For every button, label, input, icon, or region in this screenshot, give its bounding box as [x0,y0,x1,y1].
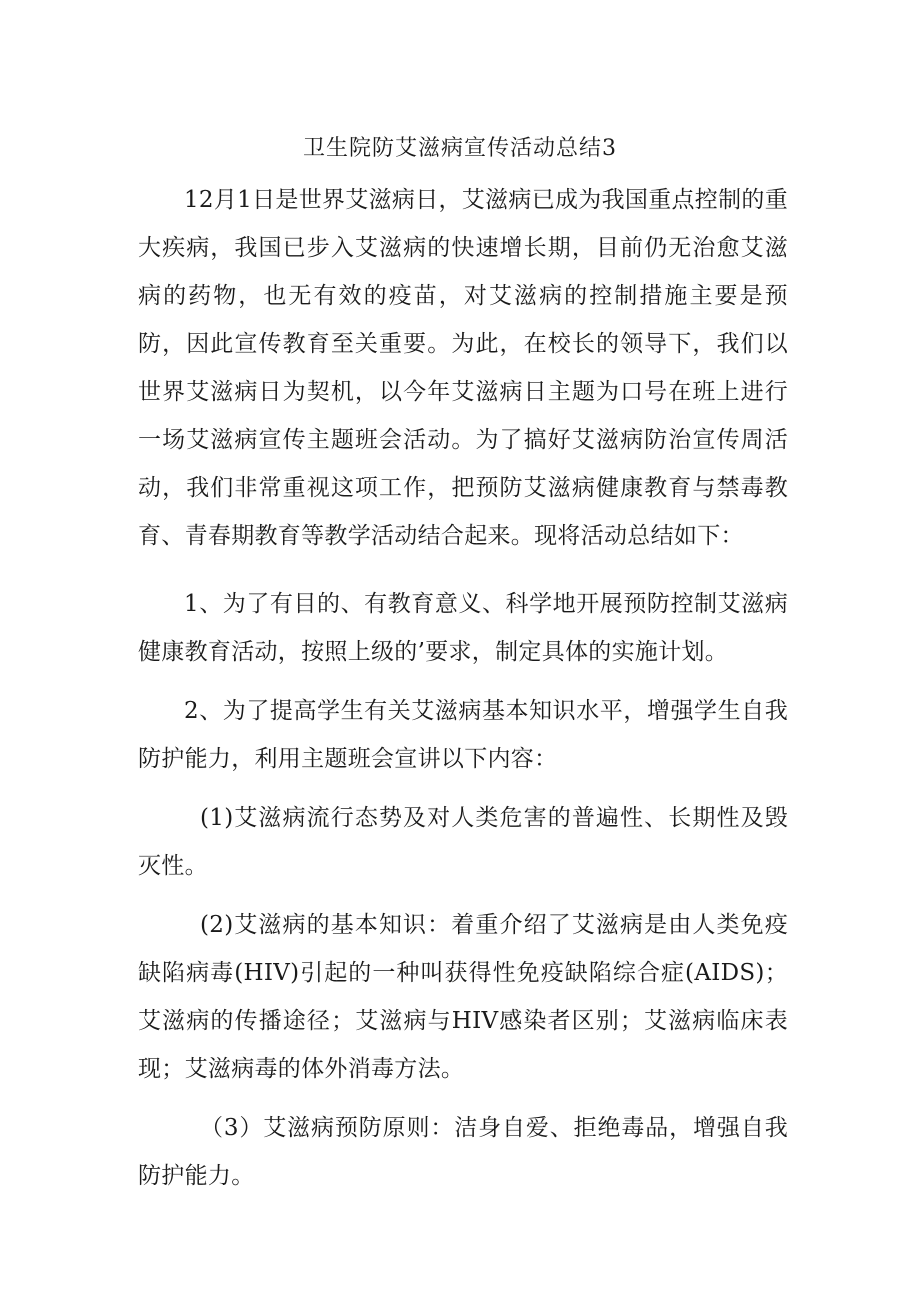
sub-item-2: (2)艾滋病的基本知识：着重介绍了艾滋病是由人类免疫缺陷病毒(HIV)引起的一种叫获得性免疫缺陷综合症(AIDS)；艾滋病的传播途径；艾滋病与HIV感染者区别；艾滋病临床表现；艾滋病毒的体外消毒方法。 [138,912,788,1082]
paragraph-item-2: 2、为了提高学生有关艾滋病基本知识水平，增强学生自我防护能力，利用主题班会宣讲以下内容： [138,698,788,772]
document-title: 卫生院防艾滋病宣传活动总结3 [303,136,617,161]
intro-paragraph: 12月1日是世界艾滋病日，艾滋病已成为我国重点控制的重大疾病，我国已步入艾滋病的快速增长期，目前仍无治愈艾滋病的药物，也无有效的疫苗，对艾滋病的控制措施主要是预防，因此宣传教育至关重要。为此，在校长的领导下，我们以世界艾滋病日为契机，以今年艾滋病日主题为口号在班上进行一场艾滋病宣传主题班会活动。为了搞好艾滋病防治宣传周活动，我们非常重视这项工作，把预防艾滋病健康教育与禁毒教育、青春期教育等教学活动结合起来。现将活动总结如下： [138,187,788,549]
sub-item-3: （3）艾滋病预防原则：洁身自爱、拒绝毒品，增强自我防护能力。 [138,1115,788,1189]
sub-item-1: (1)艾滋病流行态势及对人类危害的普遍性、长期性及毁灭性。 [138,805,788,879]
paragraph-item-1: 1、为了有目的、有教育意义、科学地开展预防控制艾滋病健康教育活动，按照上级的’要求，制定具体的实施计划。 [138,591,788,665]
